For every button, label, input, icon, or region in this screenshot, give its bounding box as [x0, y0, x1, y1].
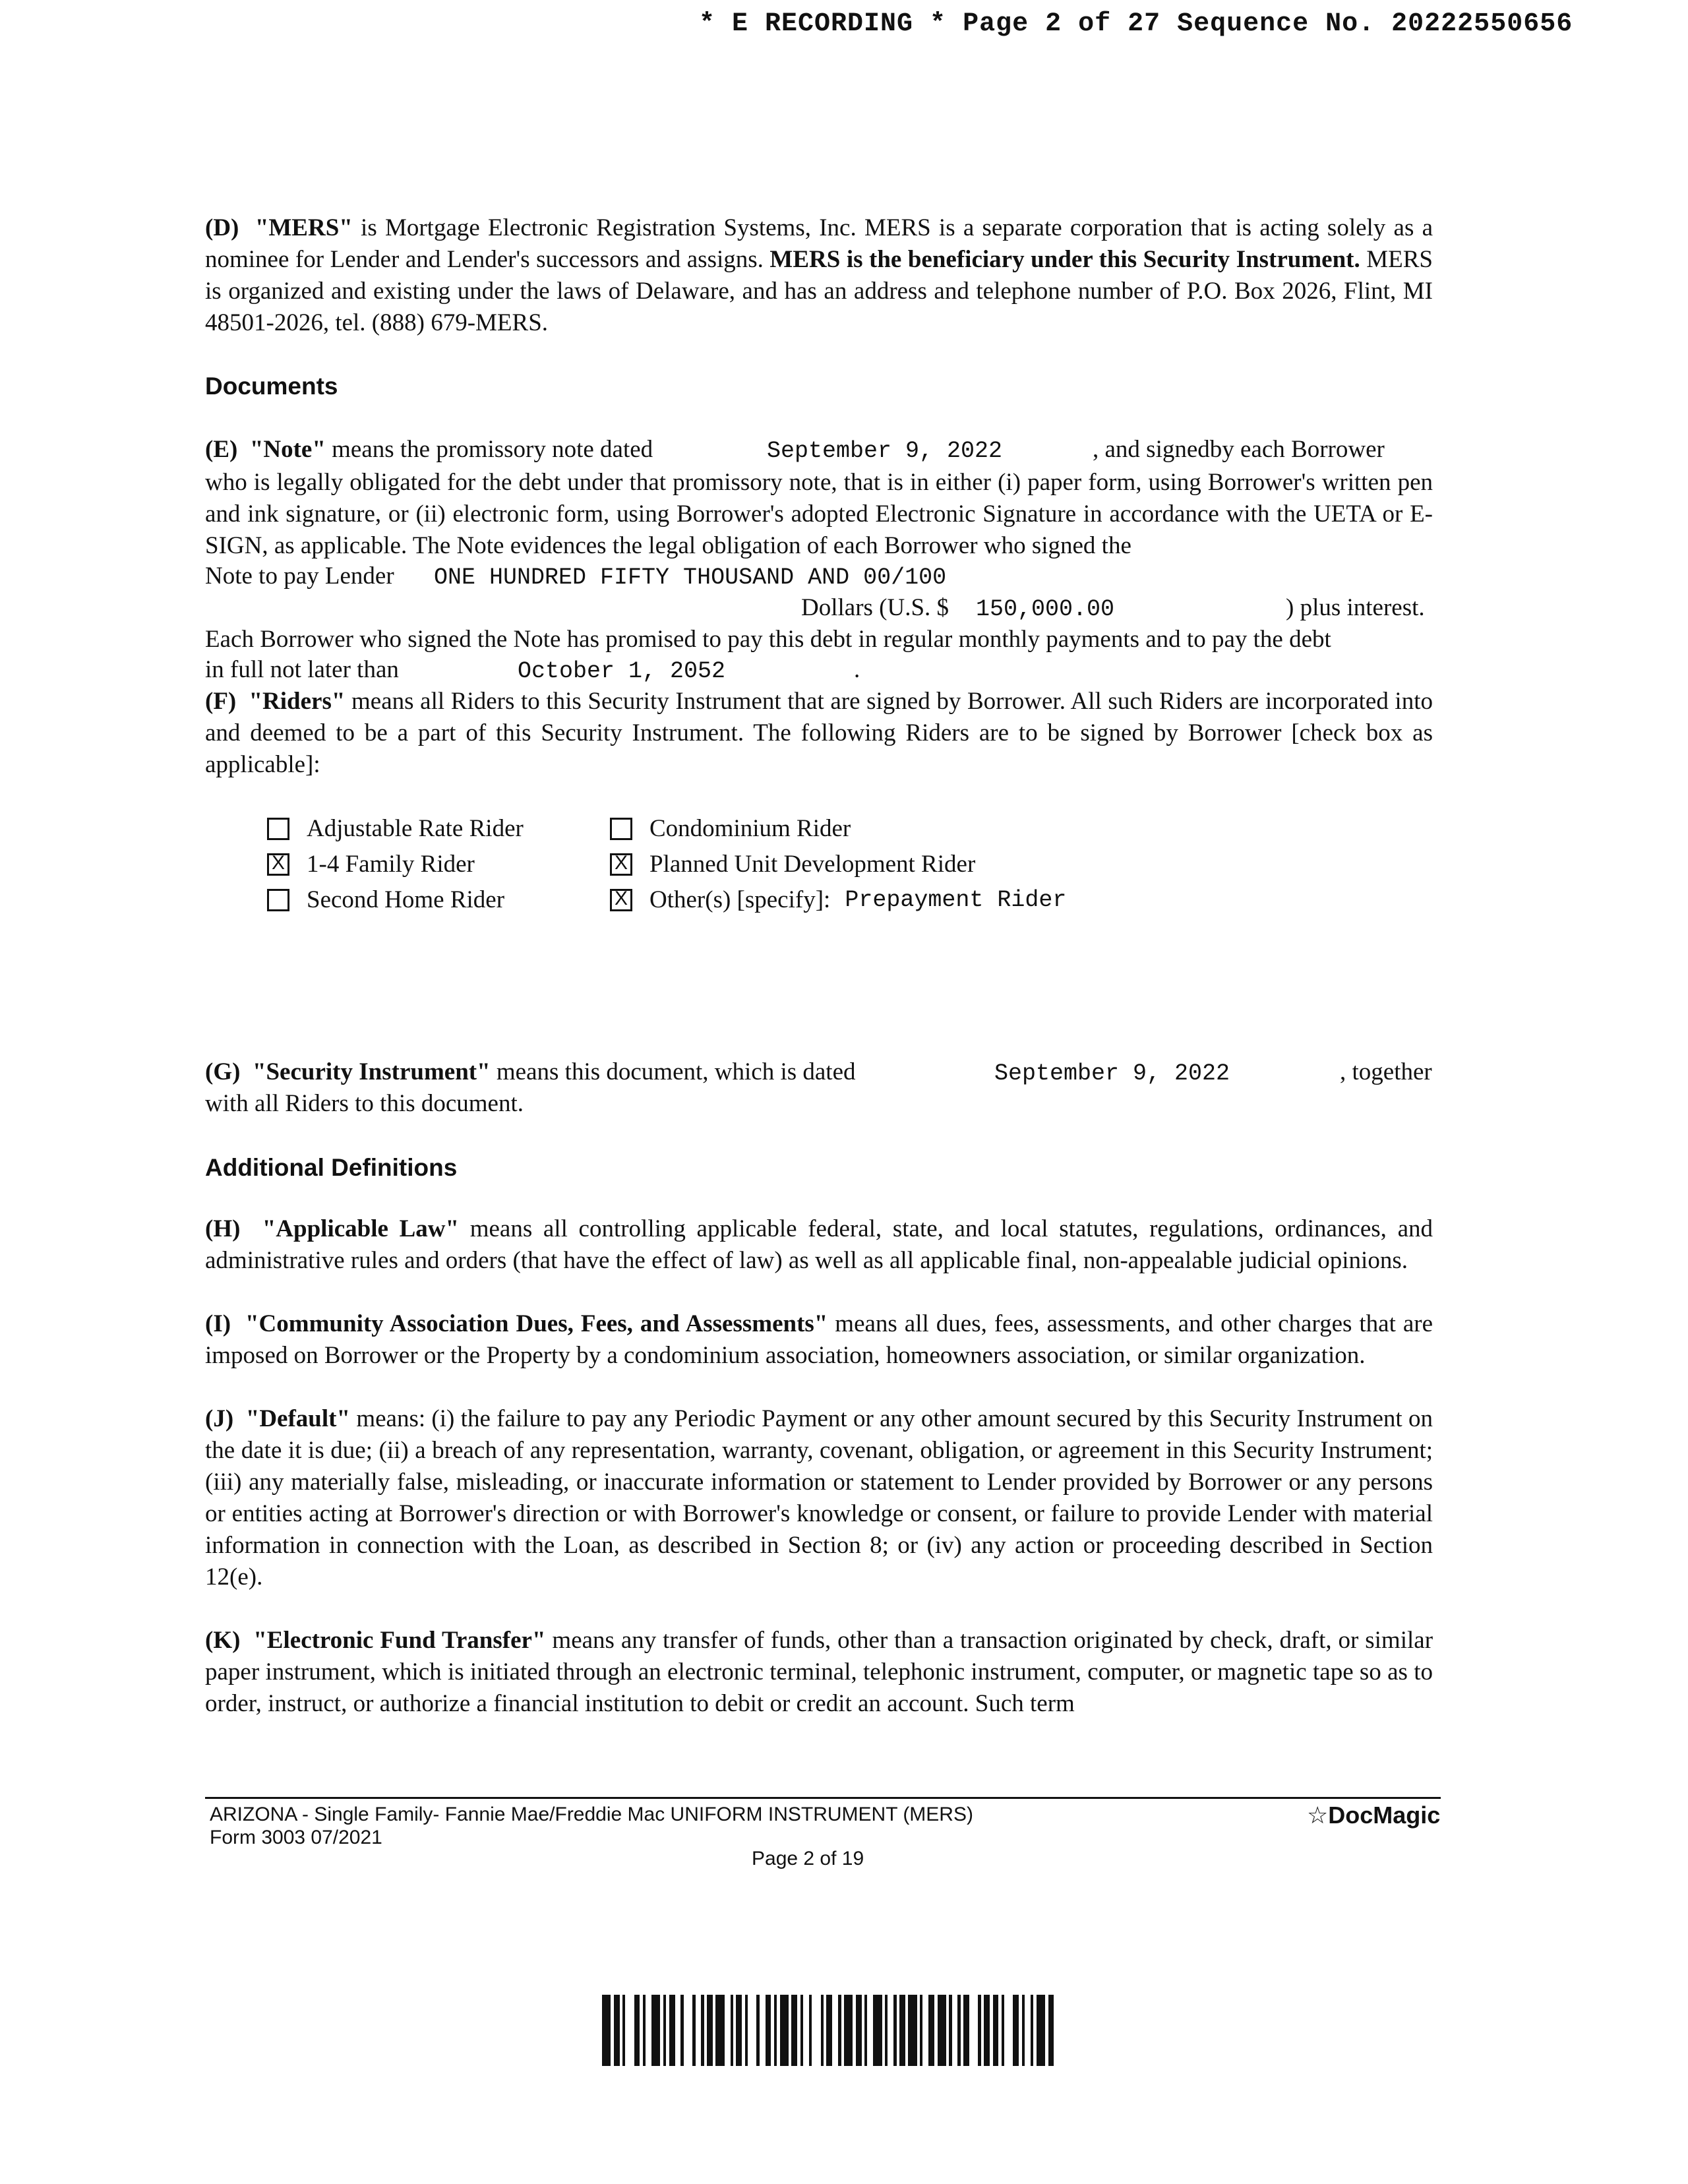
section-g-term: "Security Instrument" [252, 1058, 491, 1085]
other-rider-value: Prepayment Rider [845, 886, 1067, 913]
section-j-text: means: (i) the failure to pay any Periodic Payment or any other amount secured by this Security Instrument on the date it is due; (ii) a breach of any representation, warranty, covenant, obligation, or agreement in this Security Instrument; (iii) any materially false, misleading, or inaccurate information or statement to Lender provided by Borrower or any persons or entities acting at Borrower's direction or with Borrower's knowledge or consent, or failure to provide Lender with material information in connection with the Loan, as described in Section 8; or (iv) any action or proceeding described in Section 12(e). [205, 1405, 1433, 1591]
section-j-label: (J) [205, 1405, 234, 1432]
barcode-bar [634, 1995, 640, 2066]
barcode-bar [993, 1995, 999, 2066]
barcode-bar [675, 1995, 681, 2066]
amount-number-value: 150,000.00 [976, 596, 1115, 622]
barcode-bar [922, 1995, 928, 2066]
section-d-text2: MERS is organized and existing under the laws of Delaware, and has an address and telephone number of P.O. Box 2026, Flint, MI 48501-2026, tel. (888) 679-MERS. [205, 246, 1433, 336]
barcode-bar [832, 1995, 838, 2066]
section-e-term: "Note" [249, 436, 326, 463]
section-h-applicable-law [205, 1213, 1433, 1277]
section-d-text1: is Mortgage Electronic Registration Systems, Inc. MERS is a separate corporation that is acting solely as a nominee for Lender and Lender's successors and assigns. [205, 214, 1433, 273]
barcode-bar [1013, 1995, 1019, 2066]
barcode-bar [707, 1995, 713, 2066]
barcode-bar [1037, 1995, 1045, 2066]
barcode-bar [614, 1995, 620, 2066]
other-label: Other(s) [specify]: [649, 886, 831, 913]
section-h-label: (H) [205, 1215, 241, 1242]
rider-pud[interactable] [610, 850, 975, 878]
other-checkbox[interactable] [610, 889, 632, 911]
section-f-text: means all Riders to this Security Instrument that are signed by Borrower. All such Riders are incorporated into and deemed to be a part of this Security Instrument. The following Riders are to be signed by Borrower [check box as applicable]: [205, 688, 1433, 778]
recording-header: * E RECORDING * Page 2 of 27 Sequence No. 20222550656 [699, 9, 1573, 39]
amount-words-value: ONE HUNDRED FIFTY THOUSAND AND 00/100 [434, 564, 947, 591]
condominium-label: Condominium Rider [649, 815, 851, 842]
second-home-label: Second Home Rider [307, 886, 505, 913]
barcode-bar [1004, 1995, 1013, 2066]
heading-additional-definitions: Additional Definitions [205, 1154, 458, 1181]
condominium-checkbox[interactable] [610, 818, 632, 840]
section-j-default [205, 1403, 1433, 1593]
barcode-bar [873, 1995, 882, 2066]
adjustable-rate-label: Adjustable Rate Rider [307, 815, 524, 842]
one-four-family-label: 1-4 Family Rider [307, 851, 475, 878]
section-d-term: "MERS" [255, 214, 353, 241]
barcode-bar [984, 1995, 990, 2066]
barcode-bar [803, 1995, 809, 2066]
section-j-term: "Default" [245, 1405, 351, 1432]
section-i-community-association [205, 1308, 1433, 1372]
barcode-bar [780, 1995, 789, 2066]
section-d-label: (D) [205, 214, 239, 241]
maturity-period: . [854, 656, 860, 683]
one-four-family-checkbox[interactable] [267, 853, 289, 876]
barcode-bar [844, 1995, 853, 2066]
section-e-body: who is legally obligated for the debt under that promissory note, that is in either (i) paper form, using Borrower's written pen and ink signature, or (ii) electronic form, using Borrower's adopted Electronic Signature in accordance with the UETA or E-SIGN, as applicable. The Note evidences the legal obligation of each Borrower who signed the [205, 469, 1433, 559]
section-h-term: "Applicable Law" [262, 1215, 460, 1242]
section-e-line1 [205, 435, 653, 464]
section-i-text: means all dues, fees, assessments, and other charges that are imposed on Borrower or the Property by a condominium association, homeowners association, or similar organization. [205, 1310, 1433, 1369]
section-k-electronic-fund-transfer [205, 1625, 1433, 1720]
barcode-bar [952, 1995, 958, 2066]
full-not-later-label: in full not later than [205, 656, 399, 683]
barcode-bar [602, 1995, 611, 2066]
section-e-label: (E) [205, 436, 238, 463]
section-f-label: (F) [205, 688, 237, 715]
barcode-bar [969, 1995, 978, 2066]
section-h-text: means all controlling applicable federal, state, and local statutes, regulations, ordinances, and administrative rules and orders (that have the effect of law) as well as all applicable final, non-appealable judicial opinions. [205, 1215, 1433, 1274]
barcode [602, 1995, 1057, 2066]
barcode-bar [1054, 1995, 1056, 2066]
second-home-checkbox[interactable] [267, 889, 289, 911]
section-k-text: means any transfer of funds, other than a transaction originated by check, draft, or similar paper instrument, which is initiated through an electronic terminal, telephonic instrument, computer, or magnetic tape so as to order, instruct, or authorize a financial institution to debit or credit an account. Such term [205, 1627, 1433, 1717]
barcode-bar [826, 1995, 832, 2066]
barcode-bar [766, 1995, 771, 2066]
barcode-bar [760, 1995, 766, 2066]
barcode-bar [938, 1995, 946, 2066]
barcode-bar [696, 1995, 702, 2066]
rider-one-four-family[interactable] [267, 850, 475, 878]
section-k-label: (K) [205, 1627, 241, 1654]
barcode-bar [1025, 1995, 1031, 2066]
barcode-bar [867, 1995, 873, 2066]
section-g-label: (G) [205, 1058, 241, 1085]
barcode-bar [684, 1995, 692, 2066]
section-e-line1-tail: , and signedby each Borrower [1093, 436, 1385, 463]
barcode-bar [899, 1995, 905, 2066]
security-instrument-date: September 9, 2022 [994, 1060, 1230, 1087]
section-g-tail: , together [1340, 1058, 1432, 1085]
footer-divider [205, 1797, 1441, 1799]
plus-interest-label: ) plus interest. [1286, 594, 1425, 621]
section-f-term: "Riders" [249, 688, 346, 715]
section-f-riders [205, 686, 1433, 781]
docmagic-brand: DocMagic [1328, 1802, 1441, 1829]
barcode-bar [736, 1995, 742, 2066]
rider-second-home[interactable] [267, 886, 504, 914]
section-k-term: "Electronic Fund Transfer" [253, 1627, 546, 1654]
section-g-text: means this document, which is dated [490, 1058, 856, 1085]
rider-adjustable-rate[interactable] [267, 814, 524, 843]
barcode-bar [725, 1995, 731, 2066]
barcode-bar [791, 1995, 797, 2066]
section-d-bold: MERS is the beneficiary under this Security Instrument. [769, 246, 1360, 273]
barcode-bar [646, 1995, 651, 2066]
section-i-term: "Community Association Dues, Fees, and Assessments" [245, 1310, 828, 1337]
pay-lender-label: Note to pay Lender [205, 562, 394, 590]
barcode-bar [928, 1995, 934, 2066]
barcode-bar [625, 1995, 634, 2066]
barcode-bar [908, 1995, 917, 2066]
barcode-bar [748, 1995, 756, 2066]
footer-form-title: ARIZONA - Single Family- Fannie Mae/Freddie Mac UNIFORM INSTRUMENT (MERS) [210, 1804, 973, 1825]
barcode-bar [888, 1995, 893, 2066]
section-e-line1-text: means the promissory note dated [325, 436, 653, 463]
note-date-value: September 9, 2022 [767, 438, 1003, 464]
barcode-bar [651, 1995, 660, 2066]
barcode-bar [1048, 1995, 1054, 2066]
footer-page-number: Page 2 of 19 [752, 1848, 864, 1869]
star-icon: ☆ [1307, 1802, 1329, 1829]
section-d-mers [205, 212, 1433, 339]
heading-documents: Documents [205, 373, 338, 400]
barcode-bar [715, 1995, 724, 2066]
dollars-label: Dollars (U.S. $ [801, 594, 950, 621]
adjustable-rate-checkbox[interactable] [267, 818, 289, 840]
barcode-bar [812, 1995, 820, 2066]
footer-form-number: Form 3003 07/2021 [210, 1827, 382, 1848]
section-g-line2: with all Riders to this document. [205, 1090, 524, 1117]
rider-condominium[interactable] [610, 814, 851, 843]
maturity-date-value: October 1, 2052 [518, 658, 726, 684]
barcode-bar [963, 1995, 969, 2066]
section-e-body2: Each Borrower who signed the Note has promised to pay this debt in regular monthly payments and to pay the debt [205, 626, 1331, 653]
barcode-bar [669, 1995, 675, 2066]
pud-label: Planned Unit Development Rider [649, 851, 976, 878]
docmagic-logo [1307, 1802, 1440, 1829]
section-i-label: (I) [205, 1310, 231, 1337]
section-g-line1 [205, 1058, 856, 1086]
barcode-bar [856, 1995, 862, 2066]
rider-other[interactable] [610, 886, 1066, 914]
pud-checkbox[interactable] [610, 853, 632, 876]
